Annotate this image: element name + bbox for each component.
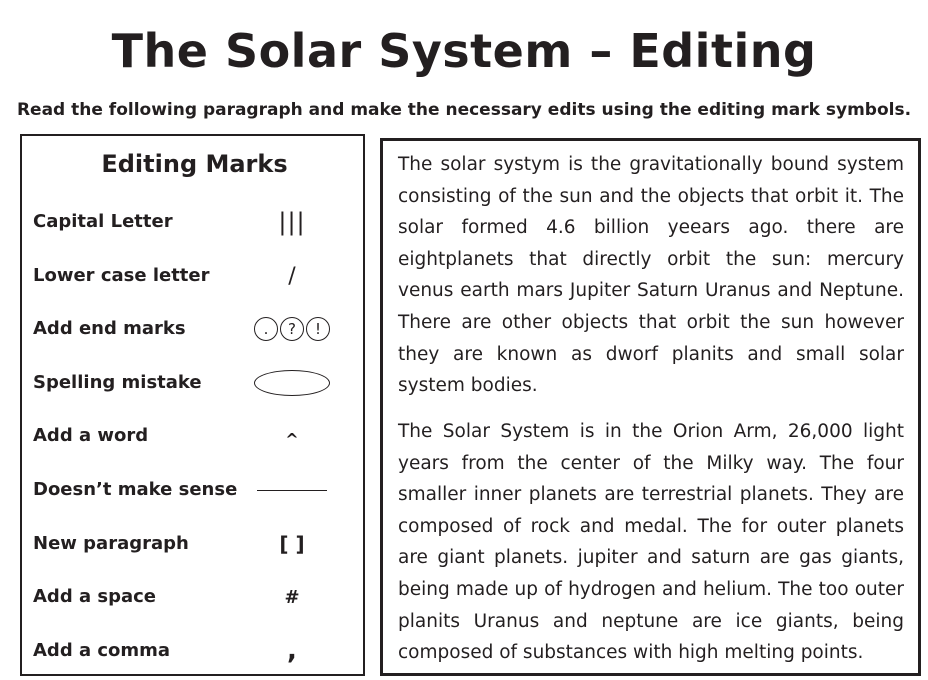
mark-label: Capital Letter [33, 211, 173, 232]
question-circle-icon: ? [280, 317, 304, 341]
mark-label: Add a comma [33, 640, 171, 661]
underline-stroke-icon [242, 473, 342, 507]
mark-label: Add end marks [33, 318, 186, 339]
paragraph-panel [380, 138, 921, 676]
mark-label: Doesn’t make sense [33, 479, 238, 500]
mark-label: Add a word [33, 425, 149, 446]
mark-label: Spelling mistake [33, 372, 202, 393]
mark-row-add-space [22, 580, 367, 614]
mark-row-spelling [22, 366, 367, 400]
mark-row-lower-case [22, 259, 367, 293]
mark-label: Add a space [33, 586, 157, 607]
capital-letter-symbol: ||| [278, 208, 306, 236]
mark-label: Lower case letter [33, 265, 210, 286]
mark-row-end-marks [22, 312, 367, 346]
mark-row-doesnt-make-sense [22, 473, 367, 507]
editing-marks-heading: Editing Marks [101, 150, 288, 178]
spelling-oval-icon [242, 366, 342, 400]
end-marks-symbol [242, 312, 342, 346]
caret-symbol: ^ [285, 429, 299, 449]
hash-symbol: # [284, 586, 300, 608]
exclamation-circle-icon: ! [306, 317, 330, 341]
comma-symbol: , [287, 636, 297, 666]
mark-row-add-word [22, 419, 367, 453]
paragraph-1: The solar systym is the gravitationally bound system consisting of the sun and the objects that orbit it. The solar formed 4.6 billion yeears ago. there are eightplanets that directly orbit the sun: mercury venus earth mars Jupiter Saturn Uranus and Neptune. There are other objects that orbit the sun however they are known as dworf planits and small solar system bodies. [398, 154, 904, 397]
mark-row-add-comma [22, 634, 367, 668]
mark-row-new-paragraph [22, 527, 367, 561]
mark-row-capital-letter [22, 205, 367, 239]
editing-marks-panel [20, 134, 365, 676]
period-circle-icon: . [254, 317, 278, 341]
lower-case-symbol: / [288, 263, 296, 289]
paragraph-2: The Solar System is in the Orion Arm, 26,000 light years from the center of the Milky way. The four smaller inner planets are terrestrial planets. They are composed of rock and medal. The for outer planets are giant planets. jupiter and saturn are gas giants, being made up of hydrogen and helium. The too outer planits Uranus and neptune are ice giants, being composed of substances with high melting points. [398, 421, 904, 664]
instruction-text: Read the following paragraph and make the necessary edits using the editing mark symbols. [16, 100, 912, 120]
page-title: The Solar System – Editing [111, 24, 817, 78]
bracket-symbol: [ ] [279, 532, 305, 556]
mark-label: New paragraph [33, 533, 189, 554]
